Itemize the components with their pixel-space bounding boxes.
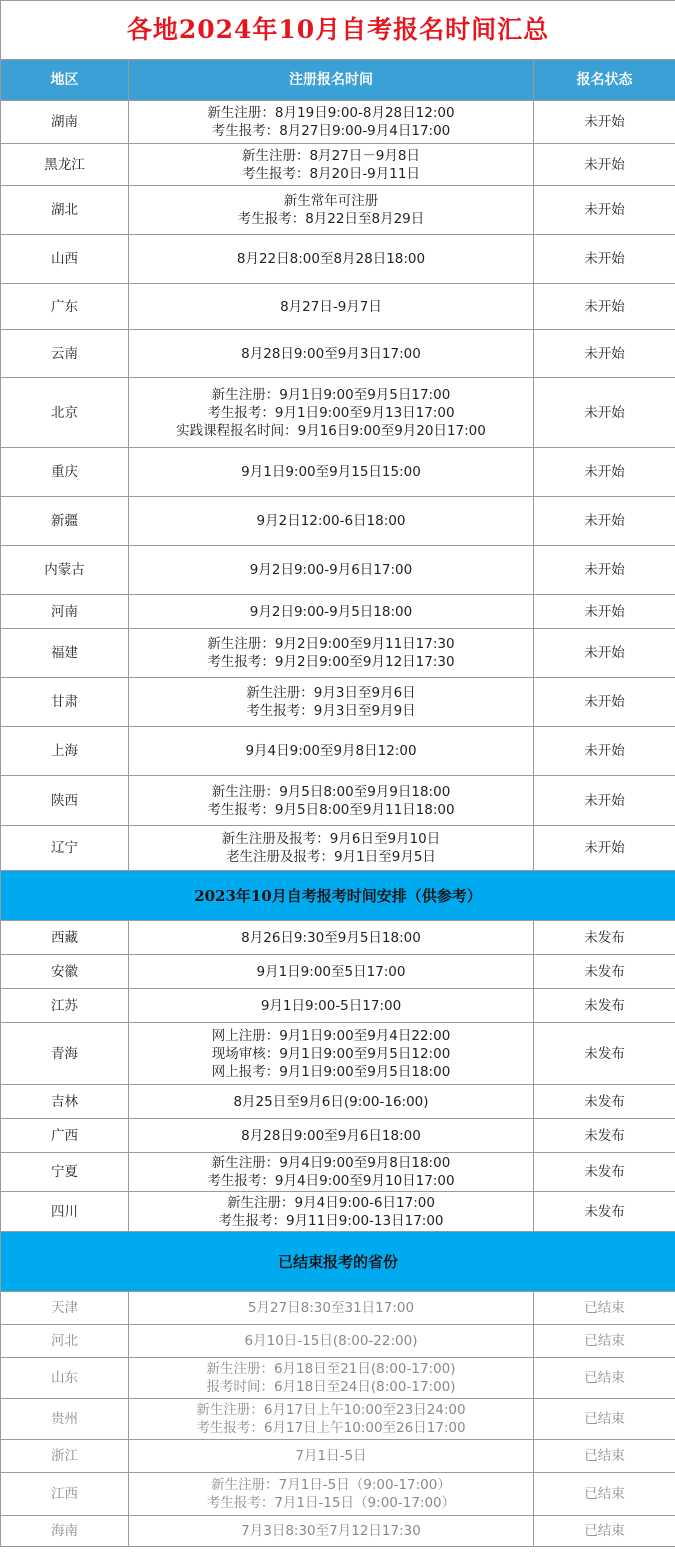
table-row [1, 989, 675, 1023]
header-region: 地区 [1, 60, 129, 101]
status-cell: 未发布 [534, 1085, 675, 1119]
region-cell: 河北 [1, 1325, 129, 1358]
region-cell: 江西 [1, 1473, 129, 1516]
region-cell: 北京 [1, 378, 129, 448]
section-header-row [1, 1232, 675, 1292]
time-line: 考生报考：7月1日-15日（9:00-17:00） [206, 1495, 456, 1511]
region-cell: 湖南 [1, 101, 129, 144]
time-line: 网上注册：9月1日9:00至9月4日22:00 [211, 1027, 451, 1044]
time-line: 9月1日9:00-5日17:00 [260, 997, 402, 1014]
region-cell: 贵州 [1, 1399, 129, 1440]
table-row [1, 826, 675, 871]
status-cell: 未开始 [534, 497, 675, 546]
status-cell: 未发布 [534, 1153, 675, 1192]
region-cell: 安徽 [1, 955, 129, 989]
time-cell [129, 1358, 534, 1399]
region-cell: 吉林 [1, 1085, 129, 1119]
table-row [1, 448, 675, 497]
status-cell: 未开始 [534, 595, 675, 629]
status-cell: 未发布 [534, 921, 675, 955]
table-row [1, 678, 675, 727]
table-row [1, 1292, 675, 1325]
time-cell [129, 1192, 534, 1232]
status-cell: 未开始 [534, 826, 675, 871]
time-line: 9月4日9:00至9月8日12:00 [245, 743, 417, 759]
table-row [1, 1085, 675, 1119]
status-cell: 未发布 [534, 1023, 675, 1085]
time-line: 9月2日9:00-9月6日17:00 [249, 562, 413, 578]
time-cell [129, 1325, 534, 1358]
table-row [1, 378, 675, 448]
time-line: 7月1日-5日 [295, 1448, 367, 1464]
time-line: 新生注册：6月18日至21日(8:00-17:00) [206, 1361, 456, 1377]
time-line: 考生报考：8月27日9:00-9月4日17:00 [211, 123, 451, 139]
time-cell [129, 1440, 534, 1473]
time-line: 新生注册：9月2日9:00至9月11日17:30 [207, 636, 455, 652]
time-line: 7月3日8:30至7月12日17:30 [241, 1523, 421, 1539]
time-line: 考生报考：9月11日9:00-13日17:00 [218, 1212, 444, 1229]
table-row [1, 235, 675, 284]
status-cell: 未开始 [534, 546, 675, 595]
time-cell [129, 727, 534, 776]
time-line: 考生报考：8月20日-9月11日 [242, 165, 420, 182]
time-cell [129, 448, 534, 497]
table-row [1, 955, 675, 989]
time-line: 6月10日-15日(8:00-22:00) [244, 1333, 418, 1349]
time-cell [129, 101, 534, 144]
status-cell: 未发布 [534, 989, 675, 1023]
region-cell: 内蒙古 [1, 546, 129, 595]
time-line: 网上报考：9月1日9:00至9月5日18:00 [211, 1063, 451, 1080]
time-cell [129, 826, 534, 871]
time-line: 实践课程报名时间：9月16日9:00至9月20日17:00 [176, 422, 486, 439]
region-cell: 天津 [1, 1292, 129, 1325]
table-row [1, 629, 675, 678]
region-cell: 青海 [1, 1023, 129, 1085]
region-cell: 江苏 [1, 989, 129, 1023]
region-cell: 陕西 [1, 776, 129, 826]
header-time: 注册报名时间 [129, 60, 534, 101]
section-title: 2023年10月自考报考时间安排（供参考） [1, 871, 675, 921]
header-status: 报名状态 [534, 60, 675, 101]
table-row [1, 1192, 675, 1232]
status-cell: 未开始 [534, 330, 675, 378]
region-cell: 甘肃 [1, 678, 129, 727]
time-cell [129, 1153, 534, 1192]
table-row [1, 1473, 675, 1516]
table-row [1, 284, 675, 330]
time-cell [129, 921, 534, 955]
time-line: 新生注册：9月1日9:00至9月5日17:00 [211, 386, 451, 403]
status-cell: 未开始 [534, 678, 675, 727]
time-cell [129, 144, 534, 186]
time-line: 9月1日9:00至5日17:00 [256, 963, 406, 980]
time-line: 8月27日-9月7日 [280, 298, 382, 315]
time-line: 新生常年可注册 [283, 193, 379, 209]
status-cell: 已结束 [534, 1325, 675, 1358]
time-line: 新生注册：9月3日至9月6日 [246, 685, 416, 701]
region-cell: 河南 [1, 595, 129, 629]
status-cell: 未开始 [534, 144, 675, 186]
table-row [1, 921, 675, 955]
table-row [1, 1399, 675, 1440]
table-row [1, 1516, 675, 1547]
status-cell: 未开始 [534, 776, 675, 826]
status-cell: 未开始 [534, 448, 675, 497]
time-line: 考生报考：9月1日9:00至9月13日17:00 [207, 404, 455, 421]
region-cell: 重庆 [1, 448, 129, 497]
status-cell: 已结束 [534, 1358, 675, 1399]
time-line: 考生报考：9月3日至9月9日 [246, 703, 416, 719]
status-cell: 未开始 [534, 629, 675, 678]
status-cell: 已结束 [534, 1292, 675, 1325]
time-cell [129, 378, 534, 448]
page-title: 各地2024年10月自考报名时间汇总 [1, 1, 675, 60]
time-cell [129, 546, 534, 595]
table-row [1, 101, 675, 144]
region-cell: 山东 [1, 1358, 129, 1399]
time-line: 8月22日8:00至8月28日18:00 [236, 251, 426, 267]
time-cell [129, 989, 534, 1023]
status-cell: 未发布 [534, 955, 675, 989]
status-cell: 未开始 [534, 101, 675, 144]
time-line: 新生注册：8月19日9:00-8月28日12:00 [207, 105, 455, 121]
time-cell [129, 955, 534, 989]
time-line: 8月25日至9月6日(9:00-16:00) [233, 1093, 429, 1110]
time-cell [129, 1085, 534, 1119]
time-cell [129, 776, 534, 826]
time-line: 新生注册及报考：9月6日至9月10日 [221, 831, 441, 847]
time-cell [129, 330, 534, 378]
status-cell: 未开始 [534, 235, 675, 284]
time-line: 新生注册：8月27日－9月8日 [242, 147, 420, 164]
time-line: 9月1日9:00至9月15日15:00 [241, 464, 421, 480]
section-header-row [1, 871, 675, 921]
time-line: 新生注册：9月4日9:00-6日17:00 [227, 1194, 435, 1211]
table-row [1, 1325, 675, 1358]
time-cell [129, 235, 534, 284]
region-cell: 四川 [1, 1192, 129, 1232]
time-line: 现场审核：9月1日9:00至9月5日12:00 [211, 1045, 451, 1062]
status-cell: 未发布 [534, 1119, 675, 1153]
table-row [1, 186, 675, 235]
region-cell: 福建 [1, 629, 129, 678]
time-cell [129, 1023, 534, 1085]
table-row [1, 546, 675, 595]
table-header-row [1, 60, 675, 101]
time-cell [129, 1516, 534, 1547]
region-cell: 新疆 [1, 497, 129, 546]
time-cell [129, 1473, 534, 1516]
status-cell: 已结束 [534, 1440, 675, 1473]
region-cell: 山西 [1, 235, 129, 284]
time-cell [129, 629, 534, 678]
status-cell: 已结束 [534, 1516, 675, 1547]
table-row [1, 497, 675, 546]
time-line: 考生报考：9月2日9:00至9月12日17:30 [207, 654, 455, 670]
time-line: 8月26日9:30至9月5日18:00 [241, 929, 421, 946]
time-line: 新生注册：9月4日9:00至9月8日18:00 [211, 1155, 451, 1171]
time-line: 报考时间：6月18日至24日(8:00-17:00) [206, 1379, 456, 1395]
status-cell: 未开始 [534, 727, 675, 776]
time-line: 5月27日8:30至31日17:00 [247, 1300, 415, 1316]
table-row [1, 1358, 675, 1399]
table-row [1, 1153, 675, 1192]
time-cell [129, 1399, 534, 1440]
status-cell: 未发布 [534, 1192, 675, 1232]
time-line: 考生报考：9月4日9:00至9月10日17:00 [207, 1173, 455, 1189]
time-cell [129, 1119, 534, 1153]
region-cell: 辽宁 [1, 826, 129, 871]
table-row [1, 144, 675, 186]
region-cell: 西藏 [1, 921, 129, 955]
region-cell: 黑龙江 [1, 144, 129, 186]
section-title: 已结束报考的省份 [1, 1232, 675, 1292]
time-line: 老生注册及报考：9月1日至9月5日 [226, 849, 436, 865]
time-line: 9月2日9:00-9月5日18:00 [249, 603, 413, 620]
table-row [1, 595, 675, 629]
time-cell [129, 284, 534, 330]
region-cell: 广西 [1, 1119, 129, 1153]
time-line: 新生注册：9月5日8:00至9月9日18:00 [211, 783, 451, 800]
region-cell: 云南 [1, 330, 129, 378]
region-cell: 湖北 [1, 186, 129, 235]
status-cell: 已结束 [534, 1473, 675, 1516]
status-cell: 未开始 [534, 378, 675, 448]
region-cell: 浙江 [1, 1440, 129, 1473]
time-line: 9月2日12:00-6日18:00 [256, 513, 406, 529]
time-line: 考生报考：8月22日至8月29日 [237, 211, 425, 227]
region-cell: 上海 [1, 727, 129, 776]
status-cell: 未开始 [534, 284, 675, 330]
time-cell [129, 1292, 534, 1325]
time-line: 考生报考：6月17日上午10:00至26日17:00 [196, 1420, 466, 1436]
time-line: 新生注册：7月1日-5日（9:00-17:00） [211, 1477, 451, 1493]
table-row [1, 727, 675, 776]
table-row [1, 1023, 675, 1085]
region-cell: 宁夏 [1, 1153, 129, 1192]
time-cell [129, 186, 534, 235]
time-line: 新生注册：6月17日上午10:00至23日24:00 [196, 1402, 466, 1418]
table-row [1, 1440, 675, 1473]
status-cell: 未开始 [534, 186, 675, 235]
time-line: 8月28日9:00至9月3日17:00 [241, 345, 421, 362]
region-cell: 广东 [1, 284, 129, 330]
time-cell [129, 595, 534, 629]
table-row [1, 330, 675, 378]
time-cell [129, 497, 534, 546]
time-line: 8月28日9:00至9月6日18:00 [241, 1127, 421, 1144]
time-cell [129, 678, 534, 727]
table-row [1, 776, 675, 826]
time-line: 考生报考：9月5日8:00至9月11日18:00 [207, 801, 455, 818]
region-cell: 海南 [1, 1516, 129, 1547]
table-row [1, 1119, 675, 1153]
status-cell: 已结束 [534, 1399, 675, 1440]
